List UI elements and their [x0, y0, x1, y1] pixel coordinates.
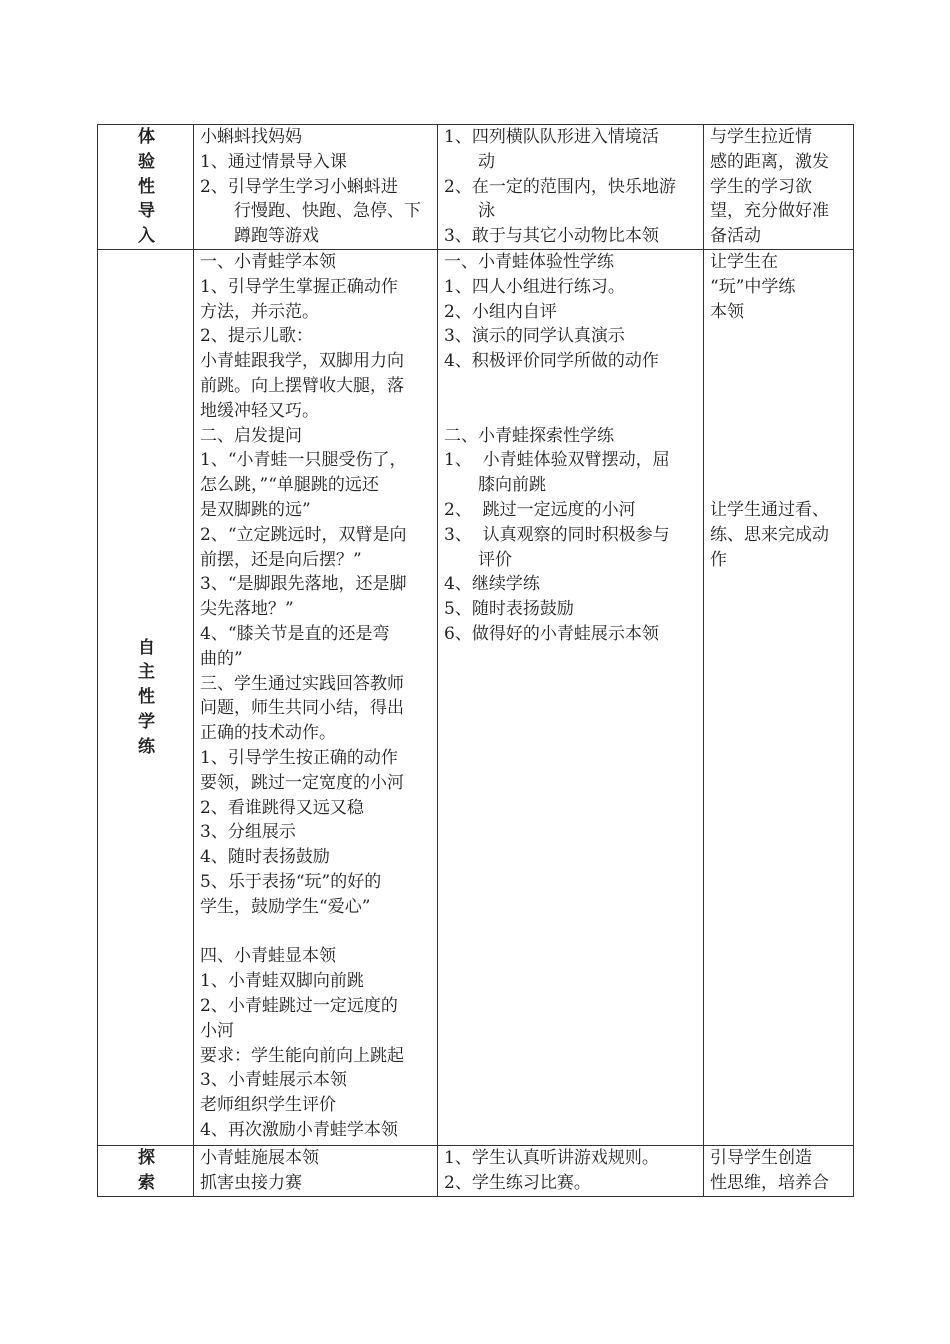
text-line: 作	[710, 549, 727, 570]
stage-cell	[98, 125, 194, 250]
text-line: 正确的技术动作。	[200, 723, 336, 744]
stage-char: 入	[138, 226, 155, 247]
stage-cell	[98, 250, 194, 1146]
text-line: 1、学生认真听讲游戏规则。	[444, 1148, 659, 1168]
text-line: 膝向前跳	[478, 475, 546, 496]
text-line: 3、敢于与其它小动物比本领	[444, 226, 659, 247]
table-row	[98, 250, 854, 1146]
text-line: 6、做得好的小青蛙展示本领	[444, 623, 659, 644]
text-line: 曲的”	[200, 648, 243, 669]
text-line: 要求：学生能向前向上跳起	[200, 1045, 404, 1066]
text-line: 3、小青蛙展示本领	[200, 1070, 347, 1091]
stage-char: 自	[138, 637, 155, 658]
text-line: 2、学生练习比赛。	[444, 1172, 591, 1193]
text-line: 3、“是脚跟先落地，还是脚	[200, 574, 407, 595]
text-line: 1、四列横队队形进入情境活	[444, 127, 659, 147]
design-intent-cell	[704, 1146, 854, 1197]
text-line: 学生，鼓励学生“爱心”	[200, 896, 371, 917]
student-activity-cell	[438, 250, 704, 1146]
text-line: 2、引导学生学习小蝌蚪进	[200, 176, 398, 197]
stage-char: 练	[138, 736, 155, 757]
text-line: 1、引导学生按正确的动作	[200, 747, 398, 768]
stage-char: 学	[138, 711, 155, 732]
text-line: 怎么跳，”“单腿跳的远还	[200, 475, 379, 496]
text-line: 2、 跳过一定远度的小河	[444, 499, 636, 520]
student-activity-cell	[438, 1146, 704, 1197]
blank-line	[444, 374, 699, 399]
text-line: 让学生通过看、	[710, 499, 829, 520]
text-line: 抓害虫接力赛	[200, 1172, 302, 1193]
text-line: 1、四人小组进行练习。	[444, 276, 625, 297]
stage-char: 主	[138, 662, 155, 683]
teacher-activity-cell	[194, 1146, 438, 1197]
text-line: 备活动	[710, 226, 761, 247]
table-row	[98, 125, 854, 250]
text-line: 2、提示儿歌：	[200, 326, 313, 347]
stage-cell	[98, 1146, 194, 1197]
blank-line	[710, 349, 849, 374]
text-line: 2、小组内自评	[444, 301, 557, 322]
stage-char: 验	[138, 151, 155, 172]
text-line: 小蝌蚪找妈妈	[200, 127, 302, 147]
blank-line	[710, 448, 849, 473]
stage-char: 体	[138, 127, 155, 147]
text-line: 行慢跑、快跑、急停、下	[234, 201, 421, 222]
text-line: 二、小青蛙探索性学练	[444, 425, 614, 446]
lesson-plan-table	[97, 124, 854, 1197]
text-line: 老师组织学生评价	[200, 1095, 336, 1116]
blank-line	[710, 324, 849, 349]
text-line: 前跳。向上摆臂收大腿，落	[200, 375, 404, 396]
text-line: 评价	[478, 549, 512, 570]
design-intent-cell	[704, 250, 854, 1146]
text-line: 蹲跑等游戏	[234, 226, 319, 247]
stage-char: 导	[138, 201, 155, 222]
text-line: 感的距离，激发	[710, 151, 829, 172]
text-line: 4、再次激励小青蛙学本领	[200, 1119, 398, 1140]
text-line: 小河	[200, 1020, 234, 1041]
text-line: 1、小青蛙双脚向前跳	[200, 971, 364, 992]
text-line: 5、随时表扬鼓励	[444, 599, 574, 620]
blank-line	[710, 374, 849, 399]
text-line: 4、随时表扬鼓励	[200, 847, 330, 868]
text-line: “玩”中学练	[710, 276, 796, 297]
text-line: 让学生在	[710, 252, 778, 272]
text-line: 一、小青蛙体验性学练	[444, 252, 614, 272]
stage-char: 索	[138, 1172, 155, 1193]
text-line: 3、 认真观察的同时积极参与	[444, 524, 670, 545]
text-line: 2、在一定的范围内，快乐地游	[444, 176, 676, 197]
text-line: 本领	[710, 301, 744, 322]
text-line: 动	[478, 151, 495, 172]
teacher-activity-cell	[194, 125, 438, 250]
text-line: 3、分组展示	[200, 822, 296, 843]
text-line: 2、小青蛙跳过一定远度的	[200, 995, 398, 1016]
stage-char: 性	[138, 176, 155, 197]
stage-char: 探	[138, 1148, 155, 1168]
text-line: 地缓冲轻又巧。	[200, 400, 319, 421]
text-line: 2、“立定跳远时，双臂是向	[200, 524, 407, 545]
text-line: 三、学生通过实践回答教师	[200, 673, 404, 694]
text-line: 与学生拉近情	[710, 127, 812, 147]
text-line: 小青蛙施展本领	[200, 1148, 319, 1168]
text-line: 泳	[478, 201, 495, 222]
text-line: 问题，师生共同小结，得出	[200, 698, 404, 719]
blank-line	[200, 920, 433, 945]
text-line: 二、启发提问	[200, 425, 302, 446]
text-line: 4、继续学练	[444, 574, 540, 595]
text-line: 2、看谁跳得又远又稳	[200, 797, 364, 818]
text-line: 1、 小青蛙体验双臂摆动，屈	[444, 450, 670, 471]
text-line: 3、演示的同学认真演示	[444, 326, 625, 347]
text-line: 练、思来完成动	[710, 524, 829, 545]
text-line: 1、“小青蛙一只腿受伤了，	[200, 450, 407, 471]
blank-line	[710, 399, 849, 424]
text-line: 尖先落地？”	[200, 599, 294, 620]
text-line: 性思维，培养合	[710, 1172, 829, 1193]
stage-char: 性	[138, 687, 155, 708]
text-line: 小青蛙跟我学，双脚用力向	[200, 351, 404, 372]
blank-line	[710, 473, 849, 498]
text-line: 望，充分做好准	[710, 201, 829, 222]
teacher-activity-cell	[194, 250, 438, 1146]
text-line: 方法，并示范。	[200, 301, 319, 322]
text-line: 引导学生创造	[710, 1148, 812, 1168]
table-row	[98, 1146, 854, 1197]
student-activity-cell	[438, 125, 704, 250]
text-line: 学生的学习欲	[710, 176, 812, 197]
text-line: 前摆，还是向后摆？”	[200, 549, 362, 570]
design-intent-cell	[704, 125, 854, 250]
text-line: 1、通过情景导入课	[200, 151, 347, 172]
text-line: 4、积极评价同学所做的动作	[444, 351, 659, 372]
text-line: 一、小青蛙学本领	[200, 252, 336, 272]
text-line: 1、引导学生掌握正确动作	[200, 276, 398, 297]
text-line: 要领，跳过一定宽度的小河	[200, 772, 404, 793]
text-line: 四、小青蛙显本领	[200, 946, 336, 967]
text-line: 是双脚跳的远”	[200, 499, 311, 520]
text-line: 4、“膝关节是直的还是弯	[200, 623, 390, 644]
blank-line	[710, 424, 849, 449]
blank-line	[444, 399, 699, 424]
text-line: 5、乐于表扬“玩”的好的	[200, 871, 382, 892]
